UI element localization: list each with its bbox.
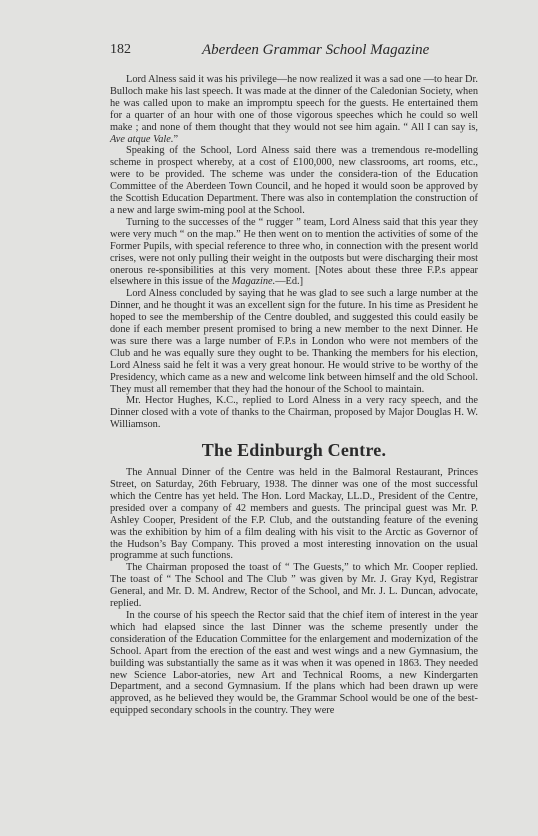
page-header [110, 42, 478, 62]
article-body [110, 74, 478, 717]
paragraph-text: Turning to the successes of the “ rugger ” team, Lord Alness said that this year they were very much “ on the map.” He then went on to mention the activities of some of the Former Pupils, with special reference to three who, in connection with the present world crises, were not only pulling their weight in the outposts but were discharging their most onerous re-sponsibilities at this very moment. [Notes about these three F.P.s appear elsewhere in this issue of the [110, 216, 478, 288]
paragraph: Lord Alness concluded by saying that he was glad to see such a large number at the Dinner, and he thought it was an excellent sign for the future. In his time as President he hoped to see the membership of the Centre doubled, and suggested this could easily be done if each member present promised to bring a new member to the next Dinner. He was sure there was a large number of F.P.s in London who were not members of the Club and he was equally sure they ought to be. Thanking the members for his election, Lord Alness said he felt it was a very great honour. He would strive to be worthy of the Presidency, which came as a new and welcome link between himself and the old School. They must all remember that they had the honour of the School to maintain. [110, 288, 478, 395]
running-title: Aberdeen Grammar School Magazine [202, 42, 430, 58]
editor-note: —Ed.] [275, 276, 304, 288]
paragraph: The Annual Dinner of the Centre was held in the Balmoral Restaurant, Princes Street, on Saturday, 26th February, 1938. The dinner was one of the most successful which the Centre has yet held. The Hon. Lord Mackay, LL.D., President of the Centre, presided over a company of 42 members and guests. The principal guest was Mr. P. Ashley Cooper, President of the F.P. Club, and the outstanding feature of the evening was the exhibition by him of a film dealing with his visit to the Arctic as Governor of the Hudson’s Bay Company. This proved a most interesting innovation on the usual programme at such functions. [110, 467, 478, 562]
page-number: 182 [110, 42, 131, 57]
section-heading: The Edinburgh Centre. [201, 440, 387, 461]
paragraph: The Chairman proposed the toast of “ The Guests,” to which Mr. Cooper replied. The toast of “ The School and The Club ” was given by Mr. J. Gray Kyd, Registrar General, and Mr. D. M. Andrew, Rector of the School, and Mr. J. L. Duncan, advocate, replied. [110, 562, 478, 610]
paragraph: In the course of his speech the Rector said that the chief item of interest in the year which had elapsed since the last Dinner was the scheme presently under the consideration of the Education Committee for the enlargement and modernization of the School. Apart from the erection of the east and west wings and a new Gymnasium, the building was substantially the same as it was when it was opened in 1863. They needed new Science Labor-atories, new Art and Technical Rooms, a new Kindergarten Department, and a second Gymnasium. If the plans which had been drawn up were approved, as he believed they would be, the Grammar School would be one of the best-equipped secondary schools in the country. They were [110, 609, 478, 717]
italic-phrase: Magazine. [231, 276, 276, 288]
closing-quote: ” [173, 133, 179, 145]
paragraph: Mr. Hector Hughes, K.C., replied to Lord Alness in a very racy speech, and the Dinner closed with a vote of thanks to the Chairman, proposed by Major Douglas H. W. Williamson. [110, 395, 478, 431]
paragraph [110, 74, 478, 145]
paragraph-text: Lord Alness said it was his privilege—he now realized it was a sad one —to hear Dr. Bulloch make his last speech. It was made at the dinner of the Caledonian Society, when he was called upon to make an impromptu speech for the guests. He entertained them for a quarter of an hour with one of those vigorous speeches which he could so well make ; and none of them thought that they would not see him again. “ All I can say is, [110, 74, 478, 133]
paragraph [110, 217, 478, 288]
italic-phrase: Ave atque Vale. [110, 133, 174, 145]
paragraph: Speaking of the School, Lord Alness said there was a tremendous re-modelling scheme in prospect whereby, at a cost of £100,000, new classrooms, art rooms, etc., were to be provided. The scheme was under the considera-tion of the Education Committee of the Aberdeen Town Council, and he hoped it would soon be approved by the Scottish Education Department. There was also in contemplation the construction of a new and large swim-ming pool at the School. [110, 145, 478, 216]
